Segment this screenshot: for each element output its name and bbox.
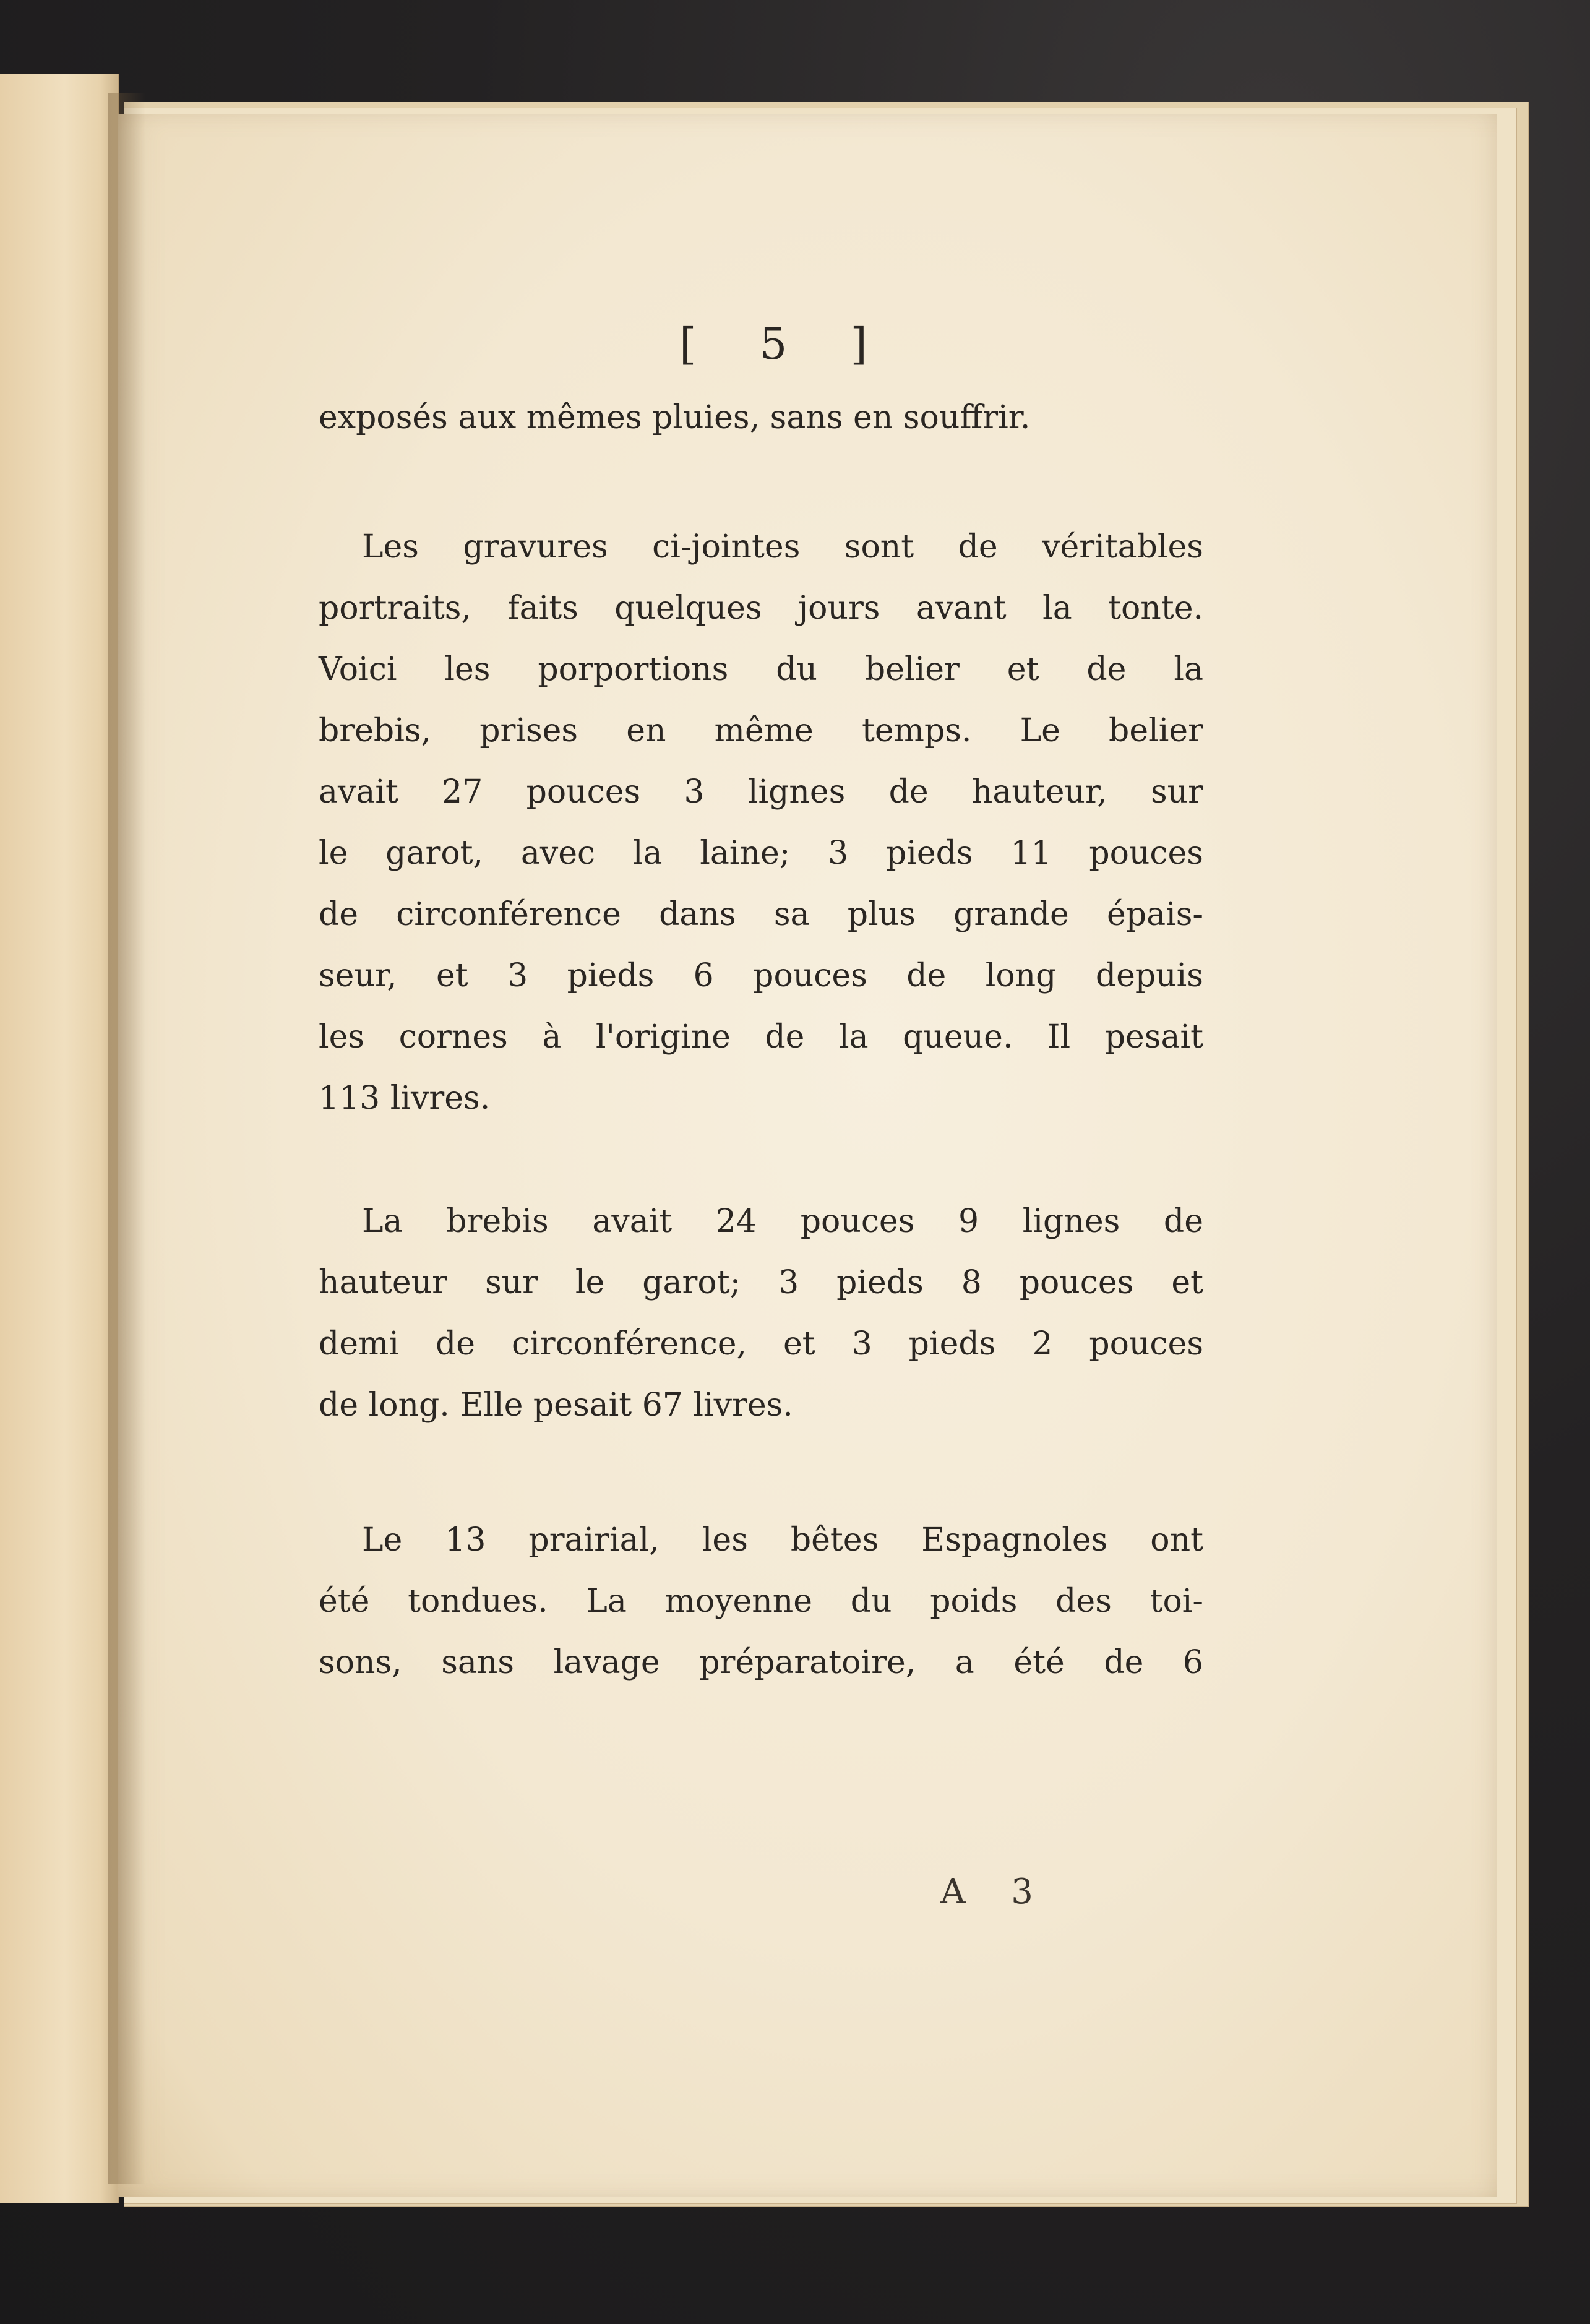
text-line: les cornes à l'origine de la queue. Il pesait [319, 1018, 1203, 1056]
text-line: hauteur sur le garot; 3 pieds 8 pouces et [319, 1264, 1203, 1301]
continued-line: exposés aux mêmes pluies, sans en souffrir. [319, 399, 1031, 436]
text-line: été tondues. La moyenne du poids des toi- [319, 1583, 1203, 1620]
text-line: sons, sans lavage préparatoire, a été de 6 [319, 1644, 1203, 1681]
text-line: Voici les porportions du belier et de la [319, 651, 1203, 688]
text-line: brebis, prises en même temps. Le belier [319, 712, 1203, 749]
text-line: le garot, avec la laine; 3 pieds 11 pouces [319, 835, 1203, 872]
text-line: de circonférence dans sa plus grande épais- [319, 896, 1203, 933]
text-line: avait 27 pouces 3 lignes de hauteur, sur [319, 773, 1203, 811]
gutter-shadow [108, 93, 145, 2184]
text-line: demi de circonférence, et 3 pieds 2 pouces [319, 1325, 1203, 1362]
page-number: [ 5 ] [679, 319, 892, 369]
text-line: portraits, faits quelques jours avant la tonte. [319, 590, 1203, 627]
paragraph-proportions [319, 517, 1203, 1129]
paragraph-tonte [319, 1510, 1203, 1694]
text-line: Le 13 prairial, les bêtes Espagnoles ont [362, 1521, 1203, 1559]
book-page [118, 114, 1497, 2197]
text-line: 113 livres. [319, 1080, 491, 1117]
left-facing-page [0, 74, 119, 2203]
text-line: La brebis avait 24 pouces 9 lignes de [362, 1203, 1203, 1240]
signature-mark: A 3 [940, 1872, 1051, 1912]
text-line: Les gravures ci-jointes sont de véritables [362, 528, 1203, 566]
text-line: de long. Elle pesait 67 livres. [319, 1387, 793, 1424]
text-line: seur, et 3 pieds 6 pouces de long depuis [319, 957, 1203, 994]
paragraph-brebis [319, 1191, 1203, 1436]
